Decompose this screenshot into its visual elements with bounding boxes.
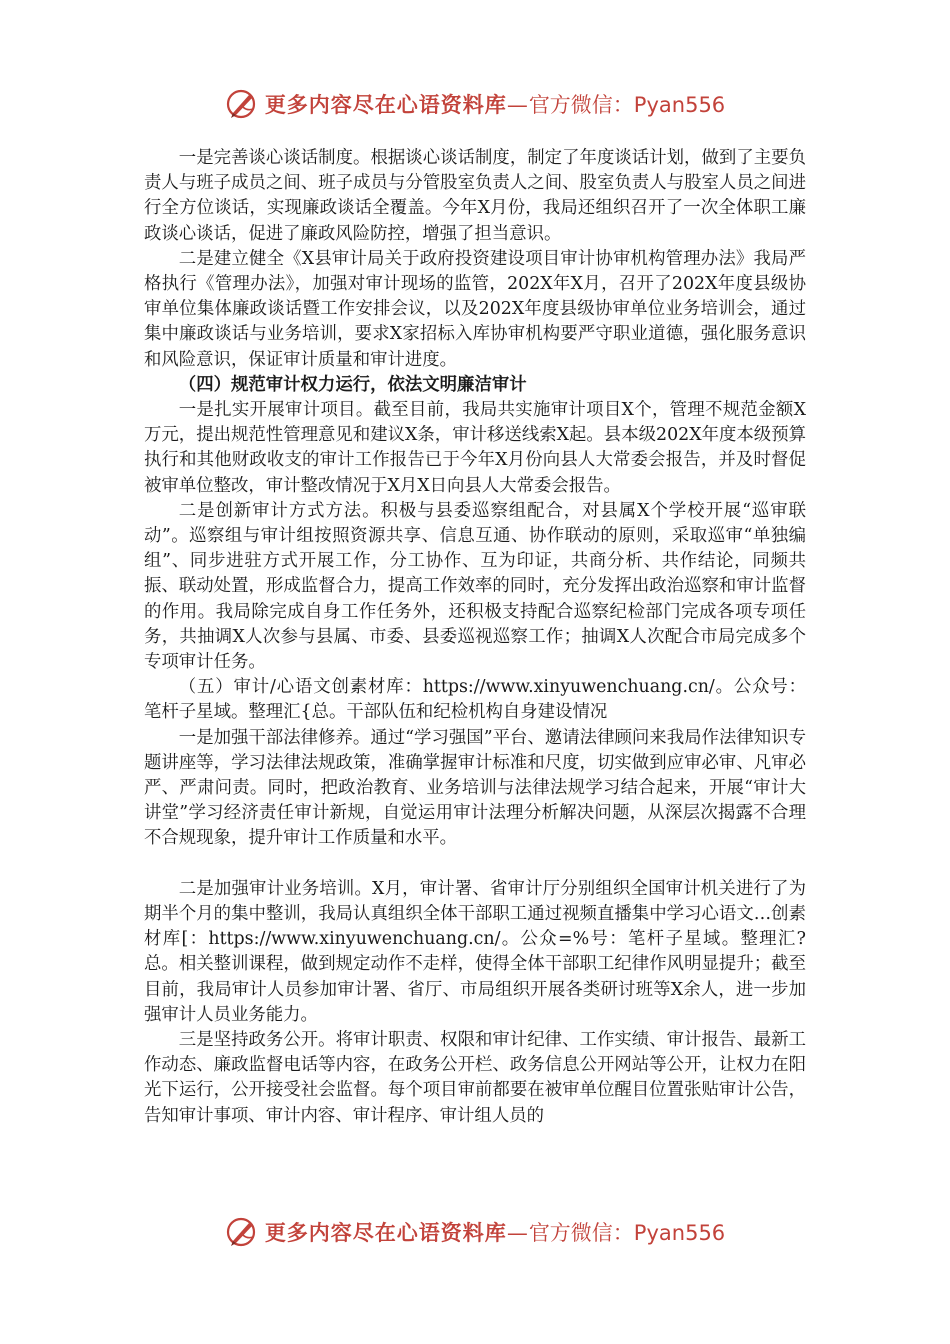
section-heading: （五）审计/心语文创素材库：https://www.xinyuwenchuang.cn/。公众号：笔杆子星域。整理汇{总。干部队伍和纪检机构自身建设情况 — [144, 677, 806, 723]
section-heading: （四）规范审计权力运行，依法文明廉洁审计 — [178, 374, 527, 395]
banner-text — [265, 1217, 725, 1247]
footer-banner — [0, 1212, 950, 1252]
banner-main: 更多内容尽在心语资料库 — [264, 1221, 507, 1245]
banner-separator: — — [506, 1221, 529, 1245]
pen-logo-icon — [225, 1215, 259, 1249]
paragraph: 二是加强审计业务培训。X月，审计署、省审计厅分别组织全国审计机关进行了为期半个月的集中整训，我局认真组织全体干部职工通过视频直播集中学习心语文…创素材库[：https://www.xinyuwenchuang.cn/。公众=%号：笔杆子星域。整理汇?总。相关整训课程，做到规定动作不走样，使得全体干部职工纪律作风明显提升；截至目前，我局审计人员参加审计署、省厅、市局组织开展各类研讨班等X余人，进一步加强审计人员业务能力。 — [144, 878, 806, 1025]
banner-separator: — — [506, 93, 529, 117]
paragraph: 一是扎实开展审计项目。截至目前，我局共实施审计项目X个，管理不规范金额X万元，提出规范性管理意见和建议X条，审计移送线索X起。县本级202X年度本级预算执行和其他财政收支的审计工作报告已于今年X月份向县人大常委会报告，并及时督促被审单位整改，审计整改情况于X月X日向县人大常委会报告。 — [144, 400, 806, 496]
paragraph: 二是建立健全《X县审计局关于政府投资建设项目审计协审机构管理办法》我局严格执行《管理办法》，加强对审计现场的监管，202X年X月，召开了202X年度县级协审单位集体廉政谈话暨工作安排会议，以及202X年度县级协审单位业务培训会，通过集中廉政谈话与业务培训，要求X家招标入库协审机构要严守职业道德，强化服务意识和风险意识，保证审计质量和审计进度。 — [144, 248, 806, 370]
banner-main: 更多内容尽在心语资料库 — [264, 93, 507, 117]
pen-logo-icon — [225, 87, 259, 121]
banner-wechat: 官方微信：Pyan556 — [528, 93, 726, 117]
paragraph: 一是完善谈心谈话制度。根据谈心谈话制度，制定了年度谈话计划，做到了主要负责人与班子成员之间、班子成员与分管股室负责人之间、股室负责人与股室人员之间进行全方位谈话，实现廉政谈话全覆盖。今年X月份，我局还组织召开了一次全体职工廉政谈心谈话，促进了廉政风险防控，增强了担当意识。 — [144, 148, 806, 244]
paragraph: 二是创新审计方式方法。积极与县委巡察组配合，对县属X个学校开展“巡审联动”。巡察组与审计组按照资源共享、信息互通、协作联动的原则，采取巡审“单独编组”、同步进驻方式开展工作，分工协作、互为印证，共商分析、共作结论，同频共振、联动处置，形成监督合力，提高工作效率的同时，充分发挥出政治巡察和审计监督的作用。我局除完成自身工作任务外，还积极支持配合巡察纪检部门完成各项专项任务，共抽调X人次参与县属、市委、县委巡视巡察工作；抽调X人次配合市局完成多个专项审计任务。 — [144, 500, 806, 673]
header-banner — [0, 84, 950, 124]
document-body — [144, 146, 806, 1129]
paragraph: 三是坚持政务公开。将审计职责、权限和审计纪律、工作实绩、审计报告、最新工作动态、廉政监督电话等内容，在政务公开栏、政务信息公开网站等公开，让权力在阳光下运行，公开接受社会监督。每个项目审前都要在被审单位醒目位置张贴审计公告，告知审计事项、审计内容、审计程序、审计组人员的 — [144, 1029, 806, 1126]
paragraph: 一是加强干部法律修养。通过“学习强国”平台、邀请法律顾问来我局作法律知识专题讲座等，学习法律法规政策，准确掌握审计标准和尺度，切实做到应审必审、凡审必严、严肃问责。同时，把政治教育、业务培训与法律法规学习结合起来，开展“审计大讲堂”学习经济责任审计新规，自觉运用审计法理分析解决问题，从深层次揭露不合理不合规现象，提升审计工作质量和水平。 — [144, 727, 806, 849]
banner-text — [265, 89, 725, 119]
banner-wechat: 官方微信：Pyan556 — [528, 1221, 726, 1245]
